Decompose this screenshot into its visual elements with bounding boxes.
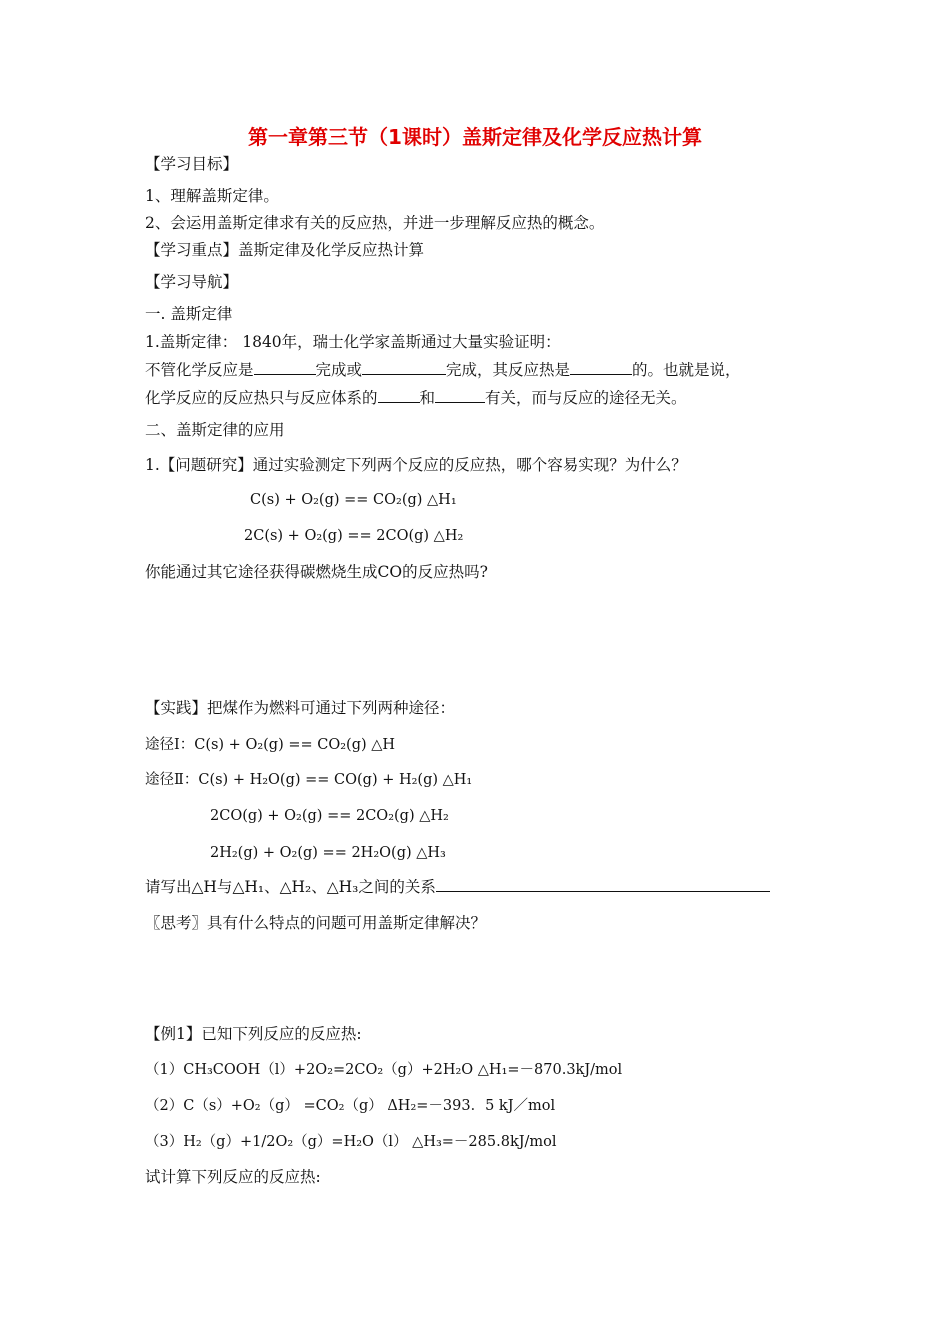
- text-fragment: 请写出△H与△H₁、△H₂、△H₃之间的关系: [145, 878, 436, 896]
- focus-line: 【学习重点】盖斯定律及化学反应热计算: [145, 241, 425, 259]
- text-fragment: 完成，其反应热是: [446, 361, 571, 379]
- law-intro: 1.盖斯定律： 1840年，瑞士化学家盖斯通过大量实验证明：: [145, 333, 561, 351]
- think-prompt: 〖思考〗具有什么特点的问题可用盖斯定律解决？: [145, 914, 487, 932]
- text-fragment: 不管化学反应是: [145, 361, 254, 379]
- research-question: 1.【问题研究】通过实验测定下列两个反应的反应热，哪个容易实现？为什么？: [145, 456, 687, 474]
- reaction-3: （3）H₂（g）+1/2O₂（g）=H₂O（l） △H₃=－285.8kJ/mol: [145, 1134, 557, 1150]
- text-fragment: 和: [419, 389, 436, 407]
- answer-blank[interactable]: [362, 360, 446, 375]
- law-fill-line-2: [145, 388, 687, 408]
- equation-1: C(s) + O₂(g) == CO₂(g) △H₁: [250, 492, 457, 508]
- text-fragment: 的。也就是说，: [632, 361, 741, 379]
- answer-blank[interactable]: [436, 877, 770, 892]
- law-fill-line-1: [145, 360, 741, 380]
- text-fragment: 完成或: [315, 361, 363, 379]
- answer-blank[interactable]: [378, 388, 420, 403]
- route-1: 途径Ⅰ：C(s) + O₂(g) == CO₂(g) △H: [145, 737, 396, 753]
- practice-heading: 【实践】把煤作为燃料可通过下列两种途径：: [145, 699, 456, 717]
- section2-heading: 二、盖斯定律的应用: [145, 421, 285, 439]
- equation-2: 2C(s) + O₂(g) == 2CO(g) △H₂: [244, 528, 464, 544]
- text-fragment: 有关，而与反应的途径无关。: [485, 389, 687, 407]
- reaction-2: （2）C（s）+O₂（g） =CO₂（g） ΔH₂=－393．5 kJ／mol: [145, 1098, 556, 1114]
- reaction-1: （1）CH₃COOH（l）+2O₂=2CO₂（g）+2H₂O △H₁=－870.3kJ/mol: [145, 1062, 623, 1078]
- example-heading: 【例1】已知下列反应的反应热:: [145, 1025, 362, 1043]
- objective-item: 2、会运用盖斯定律求有关的反应热，并进一步理解反应热的概念。: [145, 214, 605, 232]
- route-2: 途径Ⅱ：C(s) + H₂O(g) == CO(g) + H₂(g) △H₁: [145, 772, 473, 788]
- section1-heading: 一. 盖斯定律: [145, 305, 233, 323]
- objectives-heading: 【学习目标】: [145, 155, 239, 173]
- relation-prompt: [145, 877, 770, 897]
- answer-blank[interactable]: [254, 360, 316, 375]
- followup-question: 你能通过其它途径获得碳燃烧生成CO的反应热吗?: [145, 563, 488, 581]
- page-title: 第一章第三节（1课时）盖斯定律及化学反应热计算: [248, 125, 702, 149]
- calc-prompt: 试计算下列反应的反应热:: [145, 1168, 321, 1186]
- answer-blank[interactable]: [570, 360, 632, 375]
- objective-item: 1、理解盖斯定律。: [145, 187, 279, 205]
- route-2-step-3: 2H₂(g) + O₂(g) == 2H₂O(g) △H₃: [210, 845, 446, 861]
- text-fragment: 化学反应的反应热只与反应体系的: [145, 389, 378, 407]
- route-2-step-2: 2CO(g) + O₂(g) == 2CO₂(g) △H₂: [210, 808, 449, 824]
- answer-blank[interactable]: [435, 388, 485, 403]
- guide-heading: 【学习导航】: [145, 273, 239, 291]
